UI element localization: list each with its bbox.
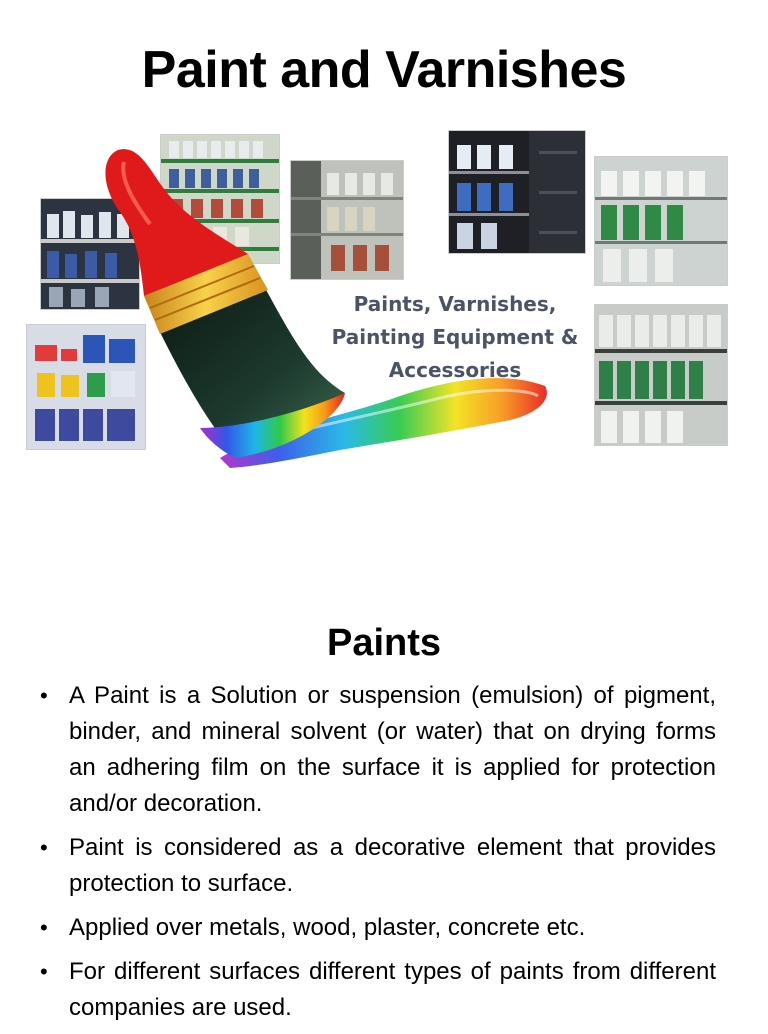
bullet-marker: •	[40, 683, 48, 708]
bullet-marker: •	[40, 915, 48, 940]
bullet-text: Paint is considered as a decorative element that provides protection to surface.	[69, 834, 716, 897]
shelf-photo-6	[594, 304, 728, 446]
bullet-item	[40, 954, 716, 1026]
bullet-marker: •	[40, 959, 48, 984]
bullet-item	[40, 830, 716, 902]
bullet-item	[40, 678, 716, 822]
bullet-list	[40, 678, 716, 1034]
banner-caption	[310, 288, 600, 387]
caption-line-3: Accessories	[388, 358, 522, 382]
bullet-marker: •	[40, 835, 48, 860]
section-title: Paints	[326, 622, 442, 664]
caption-line-2: Painting Equipment &	[331, 325, 579, 349]
paint-store-banner	[20, 128, 748, 478]
bullet-text: A Paint is a Solution or suspension (emulsion) of pigment, binder, and mineral solvent (or water) that on drying forms an adhering film on the surface it is applied for protection and/or decoration.	[69, 682, 716, 817]
slide-title: Paint and Varnishes	[141, 41, 627, 99]
caption-line-1: Paints, Varnishes,	[353, 292, 557, 316]
bullet-text: For different surfaces different types of paints from different companies are used.	[69, 958, 716, 1021]
bullet-item	[40, 910, 716, 946]
shelf-photo-5	[594, 156, 728, 286]
bullet-text: Applied over metals, wood, plaster, concrete etc.	[69, 914, 586, 941]
slide-2	[0, 560, 768, 1024]
